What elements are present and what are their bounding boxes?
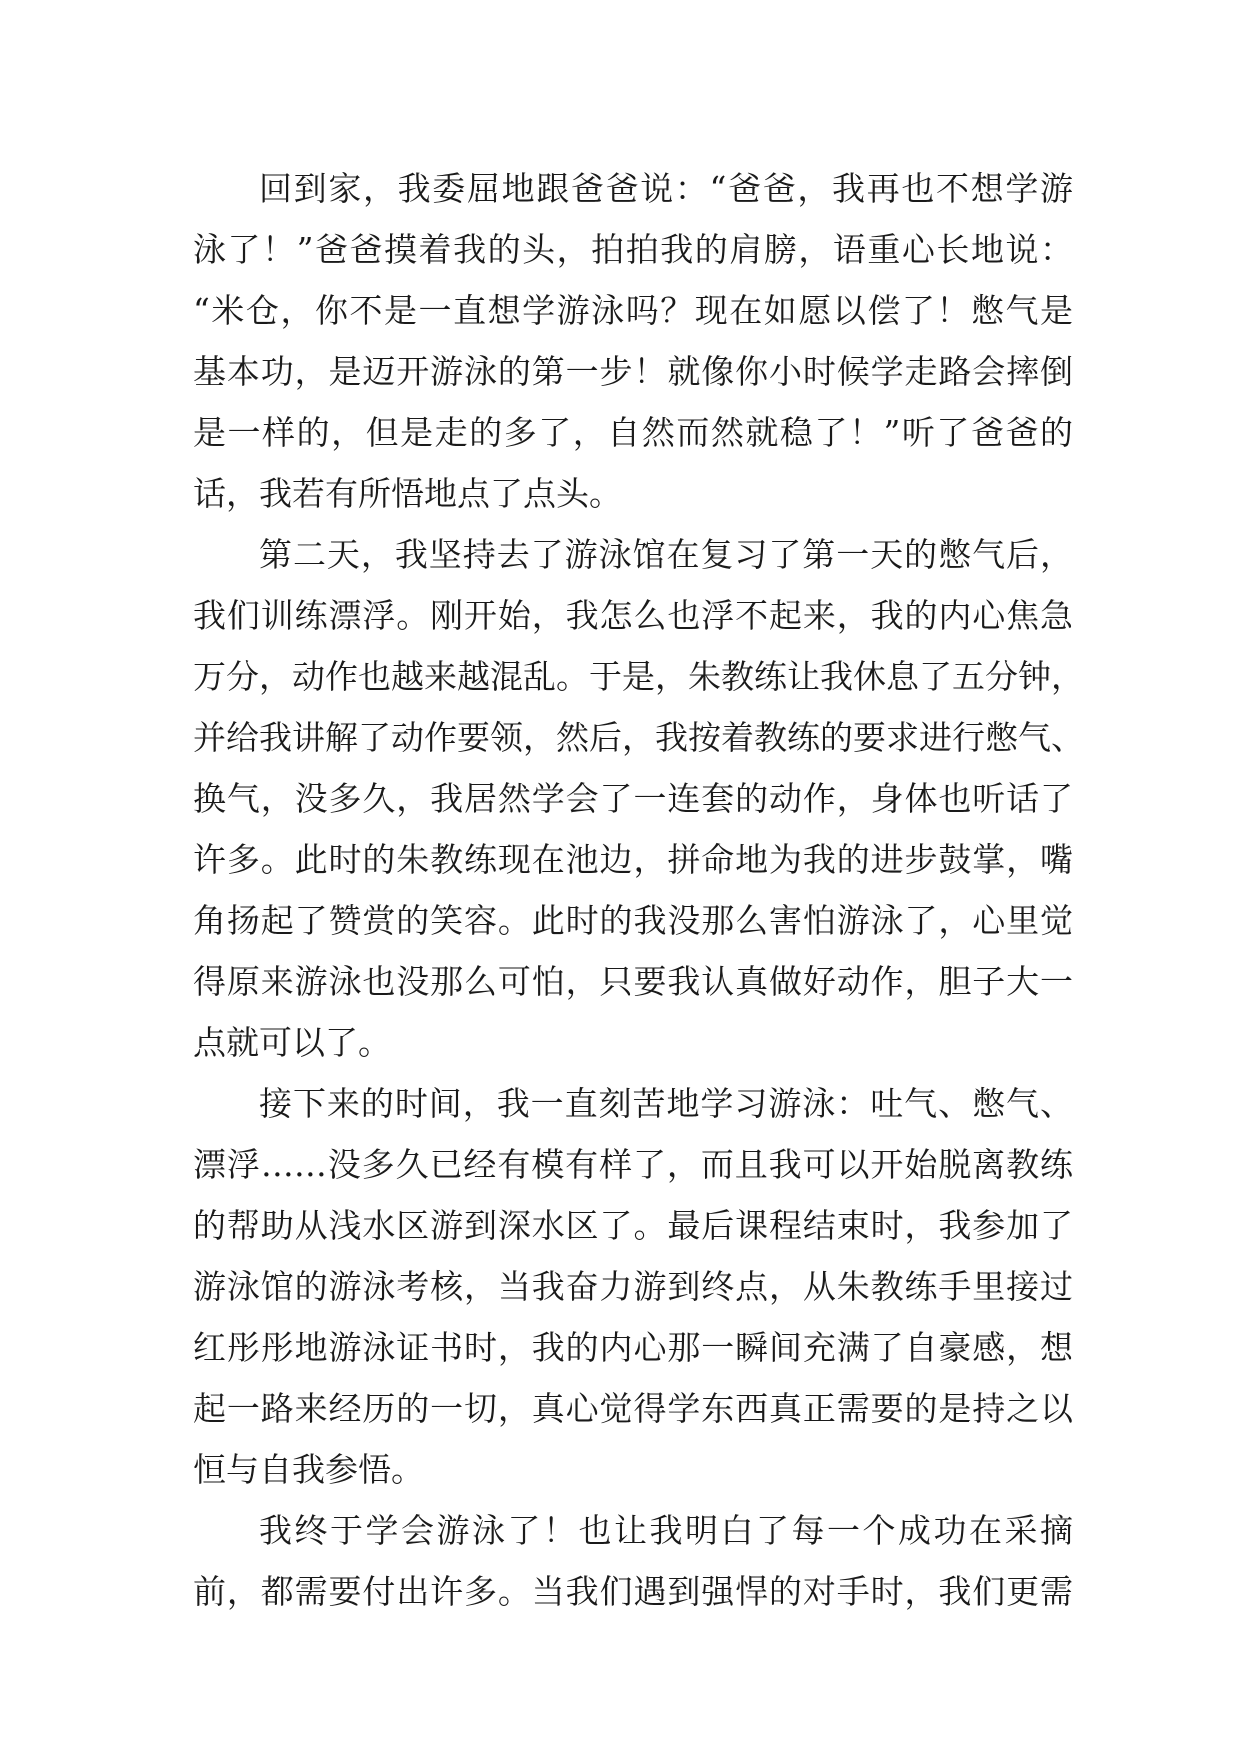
paragraph-4-line-1: 我终于学会游泳了！也让我明白了每一个成功在采摘 (259, 1511, 1073, 1550)
paragraph-1-line-2: 泳了！”爸爸摸着我的头，拍拍我的肩膀，语重心长地说： (193, 230, 1073, 269)
paragraph-1-line-3: “米仓，你不是一直想学游泳吗？现在如愿以偿了！憋气是 (193, 291, 1073, 330)
paragraph-2-line-5: 换气，没多久，我居然学会了一连套的动作，身体也听话了 (193, 779, 1073, 818)
paragraph-2-line-4: 并给我讲解了动作要领，然后，我按着教练的要求进行憋气、 (193, 718, 1084, 757)
paragraph-3-line-4: 游泳馆的游泳考核，当我奋力游到终点，从朱教练手里接过 (193, 1267, 1073, 1306)
paragraph-3-line-1: 接下来的时间，我一直刻苦地学习游泳：吐气、憋气、 (259, 1084, 1073, 1123)
paragraph-2-line-8: 得原来游泳也没那么可怕，只要我认真做好动作，胆子大一 (193, 962, 1073, 1001)
paragraph-2-line-2: 我们训练漂浮。刚开始，我怎么也浮不起来，我的内心焦急 (193, 596, 1073, 635)
paragraph-2-line-7: 角扬起了赞赏的笑容。此时的我没那么害怕游泳了，心里觉 (193, 901, 1073, 940)
paragraph-3-line-2: 漂浮……没多久已经有模有样了，而且我可以开始脱离教练 (193, 1145, 1073, 1184)
paragraph-3-line-5: 红彤彤地游泳证书时，我的内心那一瞬间充满了自豪感，想 (193, 1328, 1073, 1367)
paragraph-1-line-6: 话，我若有所悟地点了点头。 (193, 474, 622, 513)
paragraph-1-line-4: 基本功，是迈开游泳的第一步！就像你小时候学走路会摔倒 (193, 352, 1073, 391)
paragraph-2-line-3: 万分，动作也越来越混乱。于是，朱教练让我休息了五分钟， (193, 657, 1084, 696)
paragraph-3-line-7: 恒与自我参悟。 (193, 1450, 424, 1489)
paragraph-3-line-6: 起一路来经历的一切，真心觉得学东西真正需要的是持之以 (193, 1389, 1073, 1428)
paragraph-1-line-1: 回到家，我委屈地跟爸爸说：“爸爸，我再也不想学游 (259, 169, 1073, 208)
paragraph-2-line-1: 第二天，我坚持去了游泳馆在复习了第一天的憋气后， (259, 535, 1073, 574)
body-text (193, 158, 1084, 1622)
paragraph-4-line-2: 前，都需要付出许多。当我们遇到强悍的对手时，我们更需 (193, 1572, 1073, 1611)
paragraph-2-line-6: 许多。此时的朱教练现在池边，拼命地为我的进步鼓掌，嘴 (193, 840, 1073, 879)
paragraph-2-line-9: 点就可以了。 (193, 1023, 391, 1062)
paragraph-1-line-5: 是一样的，但是走的多了，自然而然就稳了！”听了爸爸的 (193, 413, 1073, 452)
paragraph-3-line-3: 的帮助从浅水区游到深水区了。最后课程结束时，我参加了 (193, 1206, 1073, 1245)
